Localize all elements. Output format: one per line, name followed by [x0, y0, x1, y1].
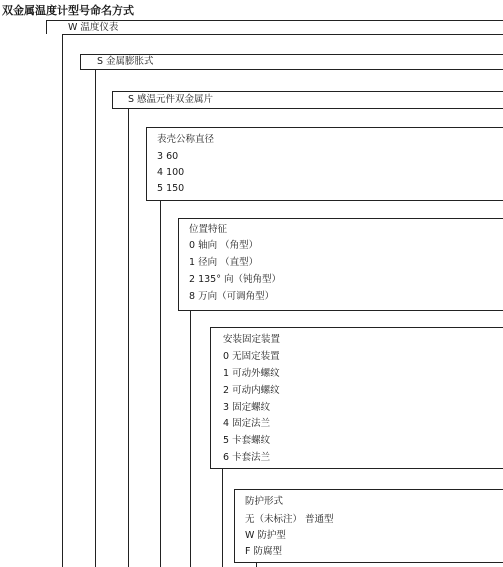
box-row-option: 2 135° 向（钝角型） — [189, 274, 281, 285]
box-row-option: W 防护型 — [245, 530, 286, 541]
box-row-option: F 防腐型 — [245, 546, 282, 557]
connector-line-4 — [160, 200, 161, 567]
level-box-position — [178, 218, 503, 311]
diagram-title: 双金属温度计型号命名方式 — [2, 4, 134, 17]
box-row-label: S 金属膨胀式 — [97, 56, 154, 67]
box-row-option: 1 径向 （直型） — [189, 257, 259, 268]
box-row-option: 2 可动内螺纹 — [223, 385, 280, 396]
level-box-case-diameter — [146, 127, 503, 201]
box-row-option: 5 150 — [157, 183, 185, 194]
connector-line-3 — [128, 108, 129, 567]
box-row-heading: 表壳公称直径 — [157, 134, 215, 145]
box-row-option: 6 卡套法兰 — [223, 452, 271, 463]
connector-line-2 — [95, 67, 96, 567]
box-row-option: 3 60 — [157, 151, 179, 162]
connector-line-6 — [222, 468, 223, 567]
box-row-label: S 感温元件双金属片 — [128, 94, 214, 105]
box-row-option: 3 固定螺纹 — [223, 402, 271, 413]
box-row-heading: 安装固定装置 — [223, 334, 281, 345]
level-box-expansion — [80, 54, 503, 70]
box-row-option: 5 卡套螺纹 — [223, 435, 271, 446]
box-row-option: 8 万向（可调角型） — [189, 291, 275, 302]
box-row-option: 1 可动外螺纹 — [223, 368, 280, 379]
connector-line-1 — [62, 22, 63, 567]
connector-line-5 — [190, 310, 191, 567]
level-box-protection — [234, 489, 503, 563]
box-row-option: 无（未标注） 普通型 — [245, 514, 334, 525]
box-row-heading: 位置特征 — [189, 224, 228, 235]
box-row-option: 0 轴向 （角型） — [189, 240, 259, 251]
level-box-instrument — [46, 20, 503, 35]
box-row-option: 4 固定法兰 — [223, 418, 271, 429]
box-row-option: 4 100 — [157, 167, 185, 178]
box-row-heading: 防护形式 — [245, 496, 284, 507]
first-box-left-edge — [46, 20, 47, 34]
box-row-label: W 温度仪表 — [68, 22, 119, 33]
first-box-bottom-edge — [62, 34, 503, 35]
level-box-mounting — [210, 327, 503, 469]
box-row-option: 0 无固定装置 — [223, 351, 280, 362]
level-box-sensing-element — [112, 91, 503, 109]
